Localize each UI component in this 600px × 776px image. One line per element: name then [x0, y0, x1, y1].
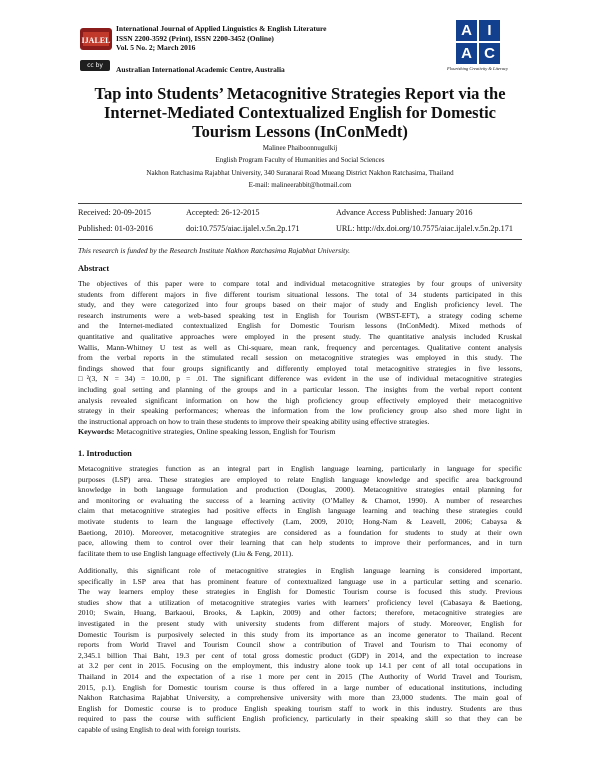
- divider: [78, 203, 522, 204]
- advance-access-date: Advance Access Published: January 2016: [336, 208, 473, 217]
- text-line: knowledge in both language formulation and production (Douglas, 2000). Metacognitive strategies entail planning for: [78, 485, 522, 495]
- text-line: analysis revealed significant information on how the high proficiency group effectively employed their metacognitive: [78, 395, 522, 405]
- received-date: Received: 20-09-2015: [78, 208, 151, 217]
- intro-paragraph-2: [78, 566, 522, 736]
- text-line: motivate students to learn the language effectively (Lam, 2009, 2010; Hong-Nam & Leavell, 2006; Cabaysa &: [78, 516, 522, 526]
- journal-header: [80, 22, 520, 80]
- doi-url-link[interactable]: URL: http://dx.doi.org/10.7575/aiac.ijalel.v.5n.2p.171: [336, 224, 513, 233]
- divider: [78, 239, 522, 240]
- text-line: Thailand in 2014 and the expectation of a rise 1 more per cent in 2015 (The Authority of World Travel and Tourism,: [78, 671, 522, 681]
- intro-paragraph-1: [78, 464, 522, 559]
- text-line: at 3.2 per cent in 2015. Focusing on the employment, this industry alone took up 14.1 per cent of all total occupations in: [78, 661, 522, 671]
- text-line: 2,345.1 billion Thai Baht, 19.3 per cent of total gross domestic product (GDP) in 2014, and the expectation to increase: [78, 650, 522, 660]
- aiac-letter: A: [456, 20, 477, 41]
- aiac-logo: [456, 20, 500, 64]
- text-line: capable of using English to deal with foreign tourists.: [78, 724, 241, 734]
- text-line: claim that metacognitive strategies had positive effects in English language learning and teaching these strategies could: [78, 506, 522, 516]
- text-line: and monitoring or evaluating the success of a learning activity (O’Malley & Chamot, 1990). A number of researches: [78, 495, 522, 505]
- text-line: facilitate them to use English language effectively (Liu & Feng, 2011).: [78, 548, 294, 558]
- journal-info: [116, 24, 327, 53]
- funding-note: This research is funded by the Research Institute Nakhon Ratchasima Rajabhat University.: [78, 246, 351, 255]
- text-line: pace, allowing them to control over their learning that can help students to improve their performances, and in turn: [78, 538, 522, 548]
- author-email[interactable]: E-mail: malineerabbit@hotmail.com: [248, 181, 352, 189]
- text-line: Metacognitive strategies function as an integral part in English language learning, particularly in language for specific: [78, 464, 522, 473]
- text-line: specifically in LSP area that has prominent feature of contextualized language use in a particular setting and scenario.: [78, 576, 522, 586]
- text-line: required to pass the course with sufficient English proficiency, particularly in their speaking skill so that they can be: [78, 714, 522, 724]
- text-line: □²(3, N = 34) = 10.00, p = .01. The significant difference was evident in the use of individual metacognitive strategies: [78, 374, 522, 384]
- text-line: study, and they were categorized into four groups based on their major of study and English proficiency level. The: [78, 300, 522, 310]
- text-line: findings showed that four groups significantly and differently employed total metacognitive strategies in five lessons,: [78, 363, 522, 373]
- keywords-label: Keywords:: [78, 427, 115, 436]
- abstract-text: [78, 279, 522, 427]
- text-line: Wallis, Mann-Whitney U test as well as Chi-square, mean rank, frequency and percentages. Qualitative content analysis: [78, 342, 522, 352]
- text-line: and the Internet-mediated contextualized English for Domestic Tourism lessons (InConMedt). Mixed methods of: [78, 321, 522, 331]
- abstract-heading: Abstract: [78, 264, 110, 273]
- text-line: research instruments were a web-based speaking test in English for Tourism (WBST-EFT), a strategy coding scheme: [78, 310, 522, 320]
- paper-title: [60, 84, 540, 141]
- text-line: the instructional approach on how to train these students to improve their speaking ability using effective strategies.: [78, 416, 430, 426]
- text-line: 2015, p.1). English for Domestic tourism course is thus offered in a large number of educational institutions, including: [78, 682, 522, 692]
- keywords-list: Metacognitive strategies, Online speaking lesson, English for Tourism: [116, 427, 336, 436]
- text-line: Nakhon Ratchasima Rajabhat University, a comprehensive university with more than 23,000 students. The main goal of: [78, 693, 522, 703]
- author-name: Malinee Phaiboonnugulkij: [262, 144, 338, 152]
- text-line: The objectives of this paper were to compare total and individual metacognitive strategies by four groups of university: [78, 279, 522, 288]
- section-heading: 1. Introduction: [78, 449, 132, 458]
- text-line: students from different majors in five different tourism situational lessons. The total of 34 students participated in this: [78, 289, 522, 299]
- published-date: Published: 01-03-2016: [78, 224, 153, 233]
- svg-text:IJALEL: IJALEL: [81, 36, 111, 45]
- aiac-tagline: Flourishing Creativity & Literacy: [447, 66, 508, 71]
- journal-logo-icon: [80, 24, 112, 54]
- text-line: reports from World Travel and Tourism Council show a contribution of Travel and Tourism to Thai economy of: [78, 640, 522, 650]
- aiac-letter: I: [479, 20, 500, 41]
- accepted-date: Accepted: 26-12-2015: [186, 208, 260, 217]
- text-line: quantitative and qualitative approaches were employed in the present study. The quantitative analysis included Kruskal: [78, 331, 522, 341]
- publisher-name: Australian International Academic Centre, Australia: [116, 65, 285, 74]
- text-line: Baetiong, 2010). Moreover, metacognitive strategies are considered as a foundation for students to study at their own: [78, 527, 522, 537]
- title-line: Internet-Mediated Contextualized English for Domestic: [104, 103, 496, 122]
- cc-license-badge[interactable]: cc by: [80, 60, 110, 71]
- text-line: 2010; Swain, Huang, Barkaoui, Brooks, & Lapkin, 2009) and other factors; therefore, metacognitive strategies are: [78, 608, 522, 618]
- text-line: The way learners employ these strategies in English for Domestic Tourism course is focused this study. Previous: [78, 587, 522, 597]
- text-line: Additionally, this significant role of metacognitive strategies in English language learning is considered important,: [78, 566, 522, 575]
- text-line: strategy in their speaking performances; whereas the information from the low proficiency group also shed more light in: [78, 406, 522, 416]
- journal-name: International Journal of Applied Linguistics & English Literature: [116, 24, 327, 33]
- text-line: English for Domestic course is to produce English speaking tourism staff to work in this industry. Students are thus: [78, 703, 522, 713]
- aiac-letter: C: [479, 43, 500, 64]
- text-line: investigated in the present study with university students from different majors of study. Moreover, English for: [78, 618, 522, 628]
- text-line: from the verbal reports in the stimulated recall session on metacognitive strategies was employed in this study. The: [78, 353, 522, 363]
- aiac-letter: A: [456, 43, 477, 64]
- text-line: Domestic Tourism is purposively selected in this study from its importance as an income generator to Thailand. Recent: [78, 629, 522, 639]
- title-line: Tourism Lessons (InConMedt): [192, 122, 408, 141]
- journal-volume: Vol. 5 No. 2; March 2016: [116, 43, 196, 52]
- keywords: [78, 427, 335, 436]
- title-line: Tap into Students’ Metacognitive Strategies Report via the: [94, 84, 506, 103]
- author-address: Nakhon Ratchasima Rajabhat University, 340 Suranarai Road Mueang District Nakhon Ratchasima, Thailand: [146, 169, 454, 177]
- doi[interactable]: doi:10.7575/aiac.ijalel.v.5n.2p.171: [186, 224, 300, 233]
- text-line: studies show that a utilization of metacognitive strategies varies with learners’ proficiency level (Cabasaya & Baetiong,: [78, 597, 522, 607]
- journal-issn: ISSN 2200-3592 (Print), ISSN 2200-3452 (Online): [116, 33, 274, 43]
- text-line: including goal setting and planning of the groups and in a particular lesson. The insights from the verbal report content: [78, 384, 522, 394]
- author-program: English Program Faculty of Humanities and Social Sciences: [215, 156, 385, 164]
- text-line: purposes (LSP) area. These strategies are employed to relate English language knowledge and specific area background: [78, 474, 522, 484]
